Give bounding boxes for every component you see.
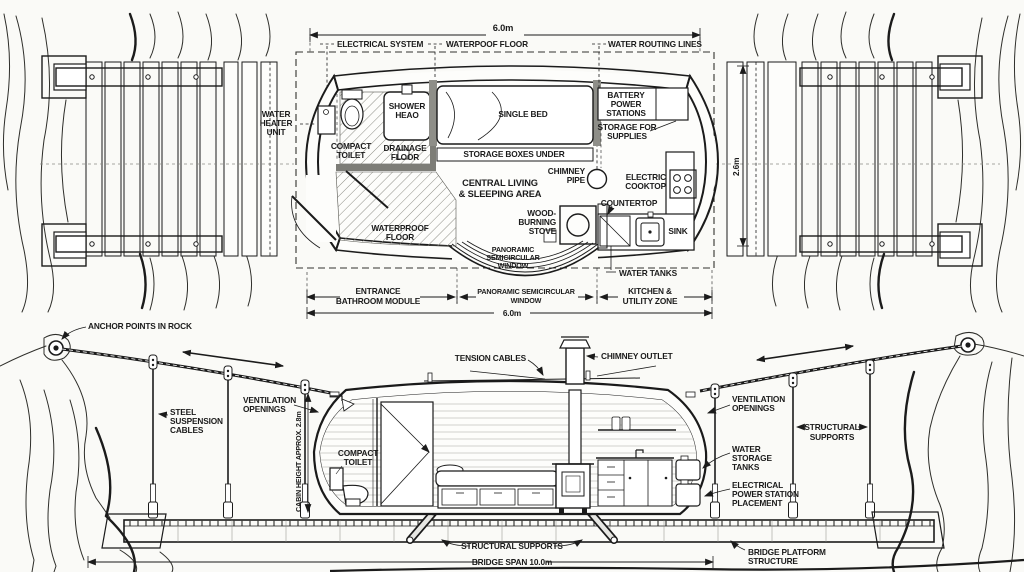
label-water-storage [732,444,772,472]
svg-text:CABLES: CABLES [170,425,204,435]
label-tension-cables: TENSION CABLES [454,353,526,363]
toilet-bowl [341,99,363,129]
svg-text:SUPPORTS: SUPPORTS [809,432,855,442]
svg-text:UTILITY ZONE: UTILITY ZONE [622,296,678,306]
cable-hanger [711,384,720,518]
label-electric-cooktop [625,172,666,191]
svg-text:STEEL: STEEL [170,407,196,417]
power-station-section [676,484,700,506]
toilet-tank [342,90,362,99]
label-steel-cables [170,407,223,435]
svg-text:HEAO: HEAO [395,110,419,120]
svg-text:HEATER: HEATER [259,118,293,128]
plan-platform-right [727,56,982,266]
svg-text:STRUCTURE: STRUCTURE [748,556,798,566]
svg-text:FLOOR: FLOOR [385,232,415,242]
svg-text:COOKTOP: COOKTOP [625,181,666,191]
svg-text:COMPACT: COMPACT [330,141,372,151]
label-compact-toilet [331,141,371,160]
svg-text:OPENINGS: OPENINGS [732,403,775,413]
svg-text:STATIONS: STATIONS [606,108,646,118]
svg-text:CHIMNEY: CHIMNEY [547,166,585,176]
label-anchor-points: ANCHOR POINTS IN ROCK [88,321,192,331]
label-window-inner [486,245,540,270]
section-rock-left [0,334,173,572]
svg-text:STORAGE FOR: STORAGE FOR [597,122,657,132]
label-ventilation-left [243,395,296,414]
svg-text:CENTRAL LIVING: CENTRAL LIVING [462,178,538,188]
water-tank-section [676,460,700,480]
label-zone-kitchen [623,286,678,306]
svg-text:OPENINGS: OPENINGS [243,404,286,414]
callout-electrical-system: ELECTRICAL SYSTEM [337,39,424,49]
label-chimney-outlet: CHIMNEY OUTLET [601,351,673,361]
svg-text:DRAINAGE: DRAINAGE [383,143,427,153]
svg-text:& SLEEPING AREA: & SLEEPING AREA [458,189,542,199]
callout-water-routing: WATER ROUTING LINES [608,39,702,49]
dim-height-right: 2.6m [731,157,741,176]
svg-text:FLOOR: FLOOR [390,152,420,162]
label-structural-bottom: STRUCTURAL SUPPORTS [461,541,563,551]
label-compact-toilet-section [338,448,378,467]
svg-text:ELECTRICAL: ELECTRICAL [732,480,784,490]
svg-text:BATHROOM MODULE: BATHROOM MODULE [335,296,421,306]
svg-text:UNIT: UNIT [266,127,286,137]
shower-head-icon [402,85,412,94]
dim-bottom-width: 6.0m [502,308,522,318]
label-storage-boxes: STORAGE BOXES UNDER [463,149,565,159]
entrance-door [292,175,336,248]
svg-text:SUPPLIES: SUPPLIES [607,131,647,141]
svg-text:PANORAMIC SEMICIRCULAR: PANORAMIC SEMICIRCULAR [477,287,575,296]
svg-text:STRUCTURAL: STRUCTURAL [804,422,860,432]
svg-text:KITCHEN &: KITCHEN & [628,286,672,296]
svg-text:BATTERY: BATTERY [607,90,645,100]
cable-hanger [149,355,158,518]
chimney-stack [566,348,584,384]
svg-text:STOVE: STOVE [528,226,556,236]
svg-text:POWER: POWER [610,99,642,109]
svg-text:VENTILATION: VENTILATION [732,394,786,404]
label-structural-right [804,422,859,442]
svg-text:TANKS: TANKS [732,462,760,472]
plan-platform-left [42,56,277,266]
label-central-living [459,178,542,199]
dim-top-width: 6.0m [492,23,514,33]
label-countertop: COUNTERTOP [600,198,658,208]
label-water-tanks: WATER TANKS [619,268,677,278]
toilet-section-tank [330,468,343,490]
svg-text:WINDOW: WINDOW [497,261,529,270]
svg-text:WINDOW: WINDOW [510,296,542,305]
floor-plan [3,12,1020,319]
label-bridge-platform [748,547,826,566]
label-ventilation-right [732,394,785,413]
label-bridge-span: BRIDGE SPAN 10.0m [471,557,553,567]
stove-section [556,464,590,508]
cable-hanger [224,366,233,518]
chimney-pipe-icon [588,170,607,189]
bed-mattress [436,471,558,486]
cross-section [0,321,1024,572]
svg-text:STORAGE: STORAGE [732,453,772,463]
ventilation-opening-right [686,392,695,397]
cable-hanger [866,360,875,518]
label-sink: SINK [668,226,688,236]
callout-waterproof-floor: WATERPOOF FLOOR [446,39,528,49]
svg-text:PANORAMIC: PANORAMIC [491,245,535,254]
svg-text:POWER STATION: POWER STATION [732,489,799,499]
svg-text:ELECTRIC: ELECTRIC [625,172,666,182]
svg-text:WATERPROOF: WATERPROOF [371,223,429,233]
svg-text:BURNING: BURNING [518,217,556,227]
label-zone-entrance [336,286,421,306]
svg-text:SUSPENSION: SUSPENSION [170,416,223,426]
water-heater-box [318,106,335,134]
svg-text:BRIDGE PLATFORM: BRIDGE PLATFORM [748,547,826,557]
svg-text:COMPACT: COMPACT [337,448,379,458]
svg-text:SHOWER: SHOWER [388,101,426,111]
svg-text:VENTILATION: VENTILATION [243,395,297,405]
svg-text:PLACEMENT: PLACEMENT [732,498,783,508]
label-cabin-height: CABIN HEIGHT APPROX. 2.8m [294,411,303,512]
svg-text:PIPE: PIPE [566,175,585,185]
section-rock-right [893,332,1024,572]
svg-text:WATER: WATER [261,109,291,119]
label-zone-window [477,287,576,305]
label-single-bed: SINGLE BED [498,109,548,119]
svg-text:WATER: WATER [732,444,761,454]
door-panel [381,402,433,506]
label-battery-power [606,90,646,118]
svg-text:TOILET: TOILET [343,457,373,467]
svg-text:WOOD-: WOOD- [527,208,556,218]
svg-text:ENTRANCE: ENTRANCE [355,286,401,296]
svg-text:TOILET: TOILET [336,150,366,160]
stove-pipe [569,390,581,464]
svg-text:SEMICIRCULAR: SEMICIRCULAR [486,253,540,262]
